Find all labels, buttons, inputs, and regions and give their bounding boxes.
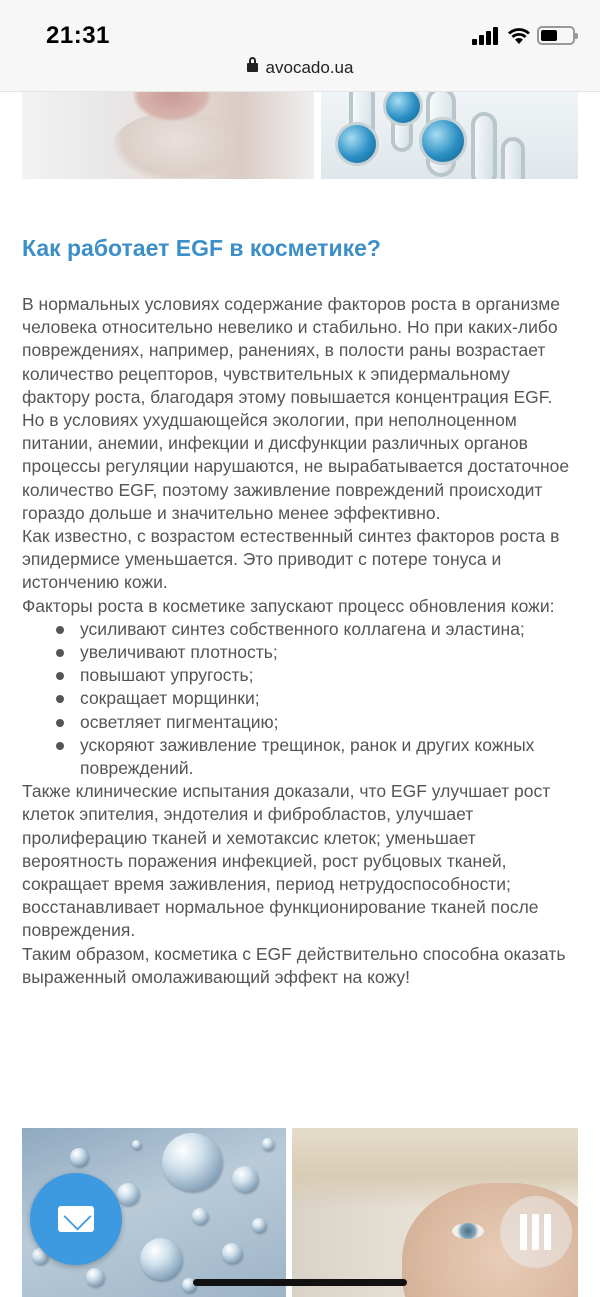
- list-item: усиливают синтез собственного коллагена и эластина;: [22, 618, 578, 641]
- menu-button[interactable]: [500, 1196, 572, 1268]
- wifi-icon: [507, 25, 531, 45]
- battery-icon: [537, 26, 575, 45]
- article-paragraph: Факторы роста в косметике запускают процесс обновления кожи:: [22, 595, 555, 616]
- benefits-list: [22, 618, 578, 780]
- menu-icon: [520, 1214, 527, 1250]
- list-item: увеличивают плотность;: [22, 641, 578, 664]
- lab-flasks-image: [321, 92, 578, 179]
- status-bar: [0, 0, 600, 92]
- list-item: ускоряют заживление трещинок, ранок и других кожных повреждений.: [22, 734, 578, 780]
- mail-icon: [58, 1206, 94, 1232]
- lock-icon: [247, 63, 258, 72]
- article-paragraph: В нормальных условиях содержание факторов роста в организме человека относительно невелико и стабильно. Но при каких-либо повреждениях, например, ранениях, в полости раны возрастает количество рецепторов, чувствительных к эпидермальному фактору роста, благодаря этому повышается концентрация EGF. Но в условиях ухудшающейся экологии, при неполноценном питании, анемии, инфекции и дисфункции различных органов процессы регуляции нарушаются, не вырабатывается достаточное количество EGF, поэтому заживление повреждений происходит гораздо дольше и значительно менее эффективно.: [22, 294, 570, 523]
- url-text: avocado.ua: [265, 58, 354, 77]
- home-indicator[interactable]: [193, 1279, 407, 1286]
- list-item: сокращает морщинки;: [22, 687, 578, 710]
- article-heading: Как работает EGF в косметике?: [22, 235, 381, 261]
- list-item: осветляет пигментацию;: [22, 711, 578, 734]
- woman-neck-image: [22, 92, 314, 179]
- cellular-signal-icon: [472, 27, 500, 45]
- address-bar[interactable]: [0, 58, 600, 78]
- status-time: 21:31: [46, 22, 110, 49]
- article-paragraph: Таким образом, косметика с EGF действительно способна оказать выраженный омолаживающий эффект на кожу!: [22, 943, 566, 987]
- article-paragraph: Как известно, с возрастом естественный синтез факторов роста в эпидермисе уменьшается. Это приводит с потере тонуса и истончению кожи.: [22, 526, 560, 593]
- article-body: [22, 293, 578, 989]
- contact-mail-button[interactable]: [30, 1173, 122, 1265]
- article-paragraph: Также клинические испытания доказали, что EGF улучшает рост клеток эпителия, эндотелия и фибробластов, улучшает пролиферацию тканей и хемотаксис клеток; уменьшает вероятность поражения инфекцией, рост рубцовых тканей, сокращает время заживления, период нетрудоспособности; восстанавливает нормальное функционирование тканей после повреждения.: [22, 781, 551, 941]
- list-item: повышают упругость;: [22, 664, 578, 687]
